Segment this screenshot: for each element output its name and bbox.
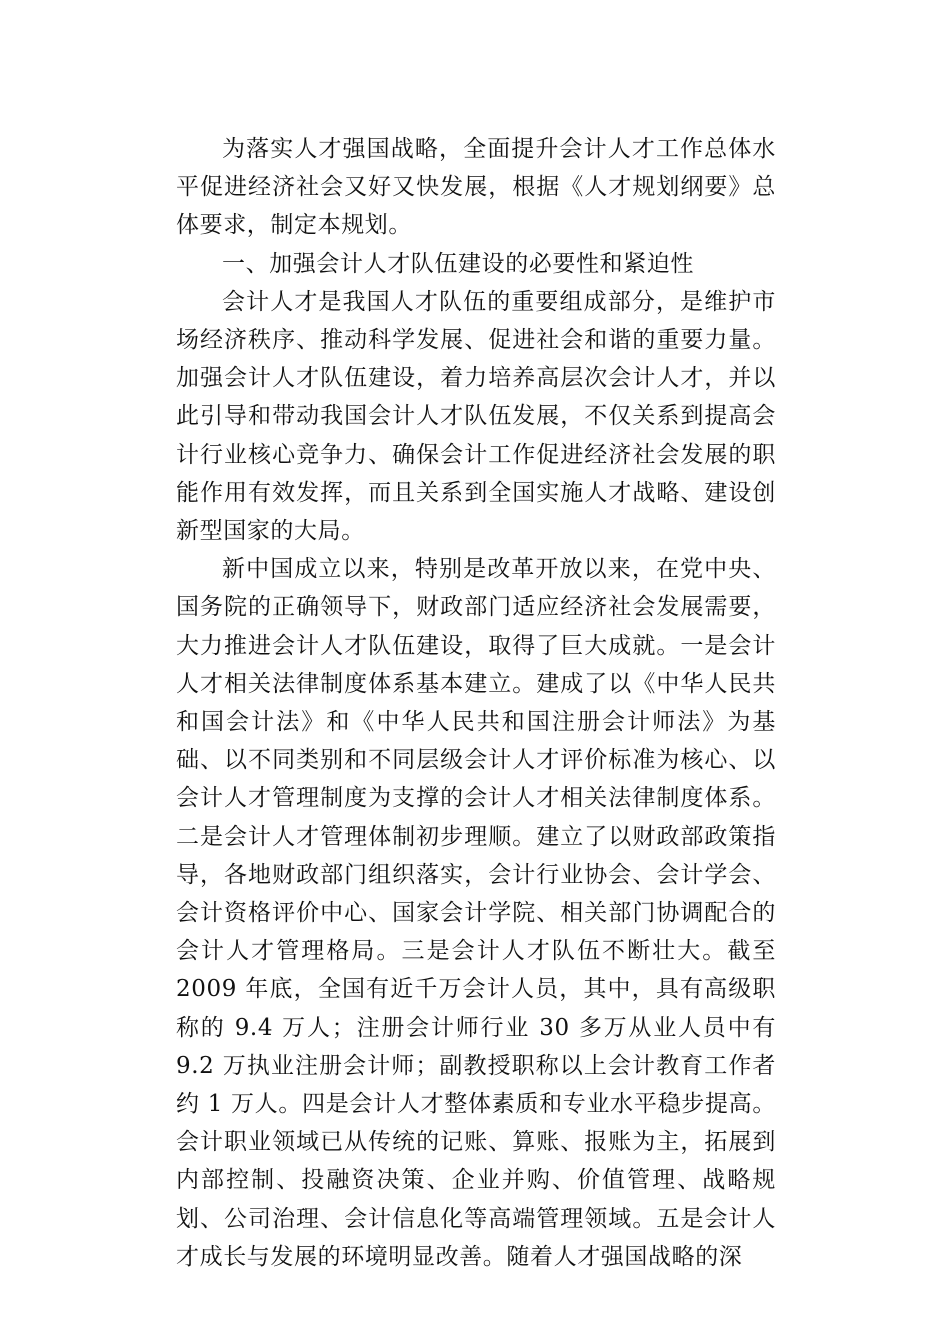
- document-body: [176, 130, 776, 1276]
- section-heading: 一、加强会计人才队伍建设的必要性和紧迫性: [222, 250, 694, 277]
- intro-paragraph: 为落实人才强国战略，全面提升会计人才工作总体水平促进经济社会又好又快发展，根据《人才规划纲要》总体要求，制定本规划。: [176, 136, 776, 239]
- body-paragraph: 会计人才是我国人才队伍的重要组成部分，是维护市场经济秩序、推动科学发展、促进社会和谐的重要力量。加强会计人才队伍建设，着力培养高层次会计人才，并以此引导和带动我国会计人才队伍发展，不仅关系到提高会计行业核心竞争力、确保会计工作促进经济社会发展的职能作用有效发挥，而且关系到全国实施人才战略、建设创新型国家的大局。: [176, 288, 776, 545]
- body-paragraph: 新中国成立以来，特别是改革开放以来，在党中央、国务院的正确领导下，财政部门适应经济社会发展需要，大力推进会计人才队伍建设，取得了巨大成就。一是会计人才相关法律制度体系基本建立。建成了以《中华人民共和国会计法》和《中华人民共和国注册会计师法》为基础、以不同类别和不同层级会计人才评价标准为核心、以会计人才管理制度为支撑的会计人才相关法律制度体系。二是会计人才管理体制初步理顺。建立了以财政部政策指导，各地财政部门组织落实，会计行业协会、会计学会、会计资格评价中心、国家会计学院、相关部门协调配合的会计人才管理格局。三是会计人才队伍不断壮大。截至 2009 年底，全国有近千万会计人员，其中，具有高级职称的 9.4 万人；注册会计师行业 30 多万从业人员中有 9.2 万执业注册会计师；副教授职称以上会计教育工作者约 1 万人。四是会计人才整体素质和专业水平稳步提高。会计职业领域已从传统的记账、算账、报账为主，拓展到内部控制、投融资决策、企业并购、价值管理、战略规划、公司治理、会计信息化等高端管理领域。五是会计人才成长与发展的环境明显改善。随着人才强国战略的深: [176, 556, 776, 1270]
